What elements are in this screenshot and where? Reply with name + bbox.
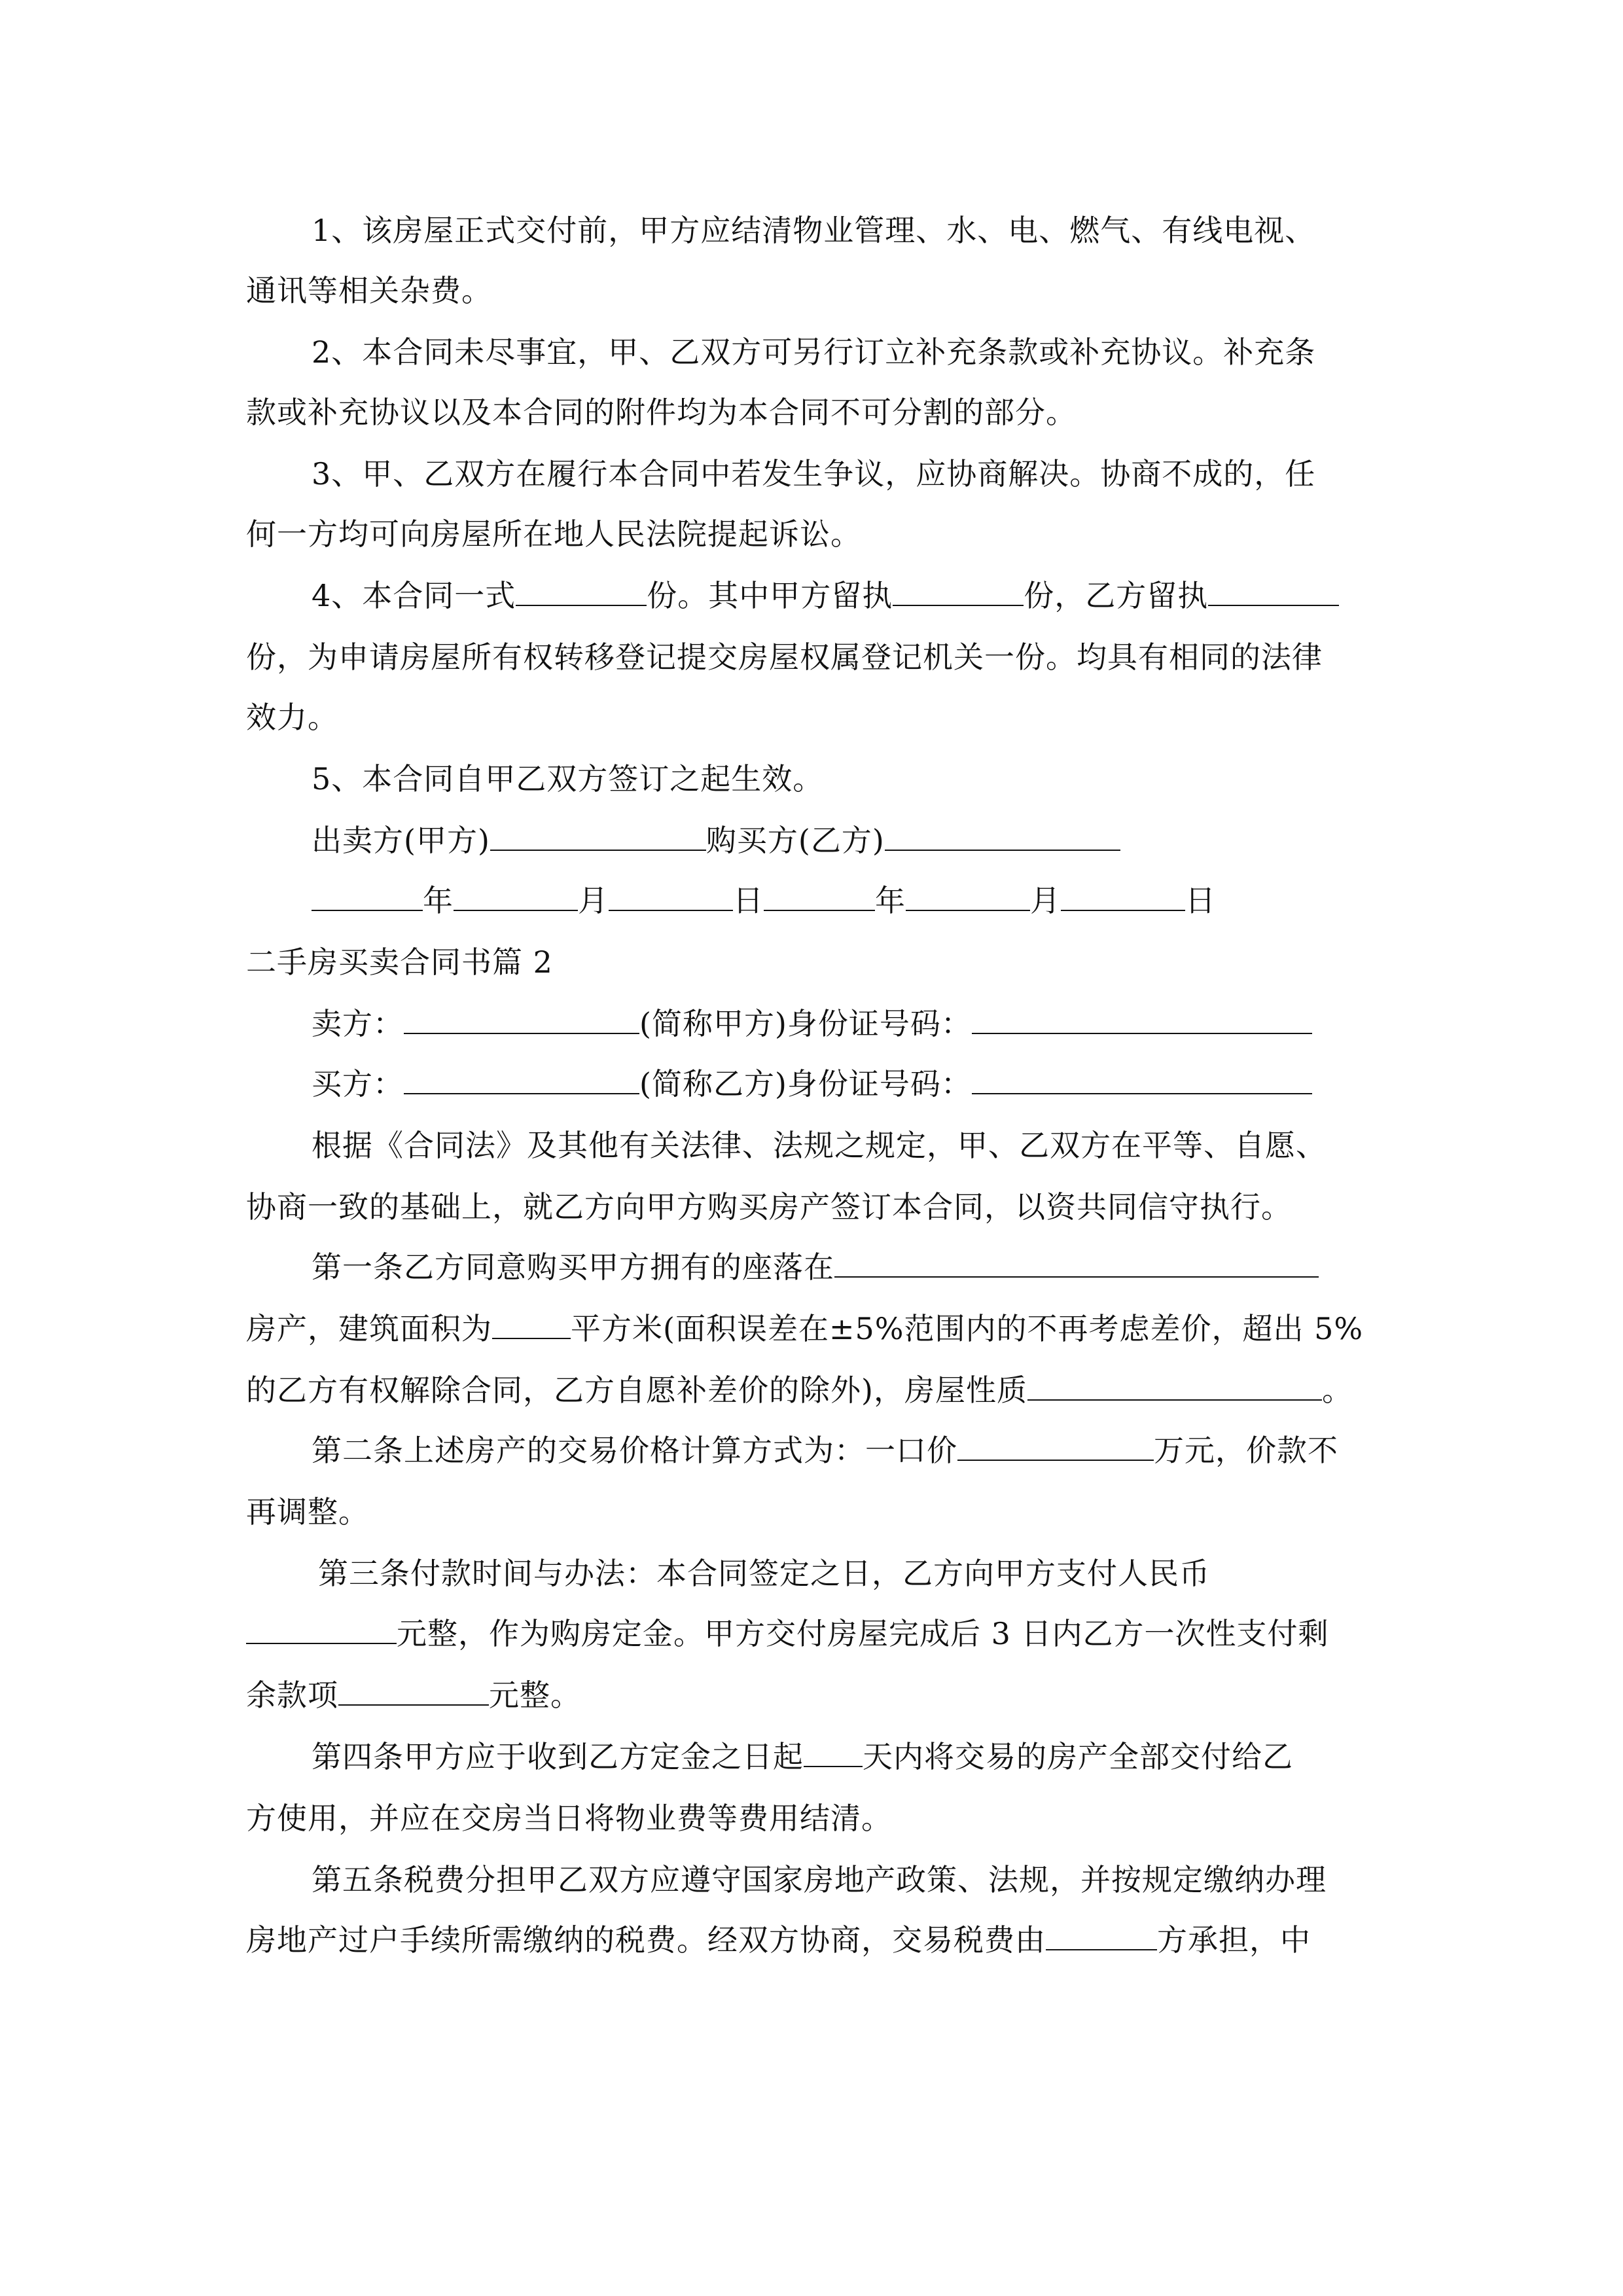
balance-amount-blank[interactable] [338,1676,489,1706]
buyer-id-blank[interactable] [972,1064,1312,1094]
article-1-text-c: 平方米(面积误差在±5%范围内的不再考虑差价，超出 5% [571,1311,1364,1346]
day-label-2: 日 [1185,883,1216,918]
clause-3-line-2: 何一方均可向房屋所在地人民法院提起诉讼。 [246,516,861,552]
clause-3-line-1: 3、甲、乙双方在履行本合同中若发生争议，应协商解决。协商不成的，任 [312,456,1316,492]
clause-1-line-1: 1、该房屋正式交付前，甲方应结清物业管理、水、电、燃气、有线电视、 [312,213,1316,248]
article-2-text-b: 万元，价款不 [1154,1433,1338,1468]
clause-4-line-1 [312,576,1365,615]
article-4-line-2: 方使用，并应在交房当日将物业费等费用结清。 [246,1801,892,1836]
year-label: 年 [423,883,454,918]
seller-month-blank[interactable] [454,881,578,911]
clause-4-text-a: 4、本合同一式 [312,578,516,613]
buyer-abbr-label: (简称乙方)身份证号码： [639,1066,972,1102]
buyer-name-blank[interactable] [404,1064,639,1094]
article-2-line-1 [312,1431,1365,1470]
article-3-line-3 [246,1676,1365,1715]
seller-id-blank[interactable] [972,1004,1312,1034]
seller-year-blank[interactable] [312,881,423,911]
article-3-text-c: 余款项 [246,1677,338,1713]
article-1-text-d: 的乙方有权解除合同，乙方自愿补差价的除外)，房屋性质 [246,1372,1027,1408]
preamble-line-2: 协商一致的基础上，就乙方向甲方购买房产签订本合同，以资共同信守执行。 [246,1189,1292,1225]
seller-info-line [312,1004,1365,1043]
delivery-days-blank[interactable] [804,1737,863,1767]
article-1-text-b: 房产，建筑面积为 [246,1311,492,1346]
article-3-text-b: 元整，作为购房定金。甲方交付房屋完成后 3 日内乙方一次性支付剩 [397,1616,1329,1651]
article-1-text-a: 第一条乙方同意购买甲方拥有的座落在 [312,1249,834,1285]
seller-day-blank[interactable] [609,881,733,911]
copies-party-a-blank[interactable] [893,576,1024,606]
seller-abbr-label: (简称甲方)身份证号码： [639,1006,972,1041]
tax-bearer-blank[interactable] [1046,1920,1157,1950]
signature-line [312,821,1365,860]
article-1-line-1 [312,1247,1365,1287]
article-5-text-b: 方承担，中 [1157,1922,1311,1958]
clause-1-line-2: 通讯等相关杂费。 [246,273,492,308]
year-label-2: 年 [875,883,906,918]
copies-party-b-blank[interactable] [1208,576,1339,606]
buyer-year-blank[interactable] [764,881,875,911]
section-title: 二手房买卖合同书篇 2 [246,944,553,980]
buyer-month-blank[interactable] [906,881,1030,911]
article-4-text-a: 第四条甲方应于收到乙方定金之日起 [312,1739,804,1774]
copies-total-blank[interactable] [516,576,647,606]
month-label: 月 [578,883,609,918]
clause-4-text-b: 份。其中甲方留执 [647,578,893,613]
article-2-text-a: 第二条上述房产的交易价格计算方式为：一口价 [312,1433,957,1468]
clause-2-line-1: 2、本合同未尽事宜，甲、乙双方可另行订立补充条款或补充协议。补充条 [312,334,1316,370]
seller-label: 卖方： [312,1006,404,1041]
article-5-line-1: 第五条税费分担甲乙双方应遵守国家房地产政策、法规，并按规定缴纳办理 [312,1862,1327,1897]
article-1-line-2 [246,1309,1365,1348]
clause-4-line-3: 效力。 [246,700,338,735]
property-nature-blank[interactable] [1027,1371,1322,1401]
deposit-amount-blank[interactable] [246,1614,397,1644]
preamble-line-1: 根据《合同法》及其他有关法律、法规之规定，甲、乙双方在平等、自愿、 [312,1128,1327,1163]
clause-4-line-2: 份，为申请房屋所有权转移登记提交房屋权属登记机关一份。均具有相同的法律 [246,639,1323,675]
price-blank[interactable] [957,1431,1154,1461]
buyer-day-blank[interactable] [1061,881,1185,911]
month-label-2: 月 [1030,883,1061,918]
buyer-signature-blank[interactable] [885,821,1120,851]
article-3-line-2 [246,1614,1365,1653]
clause-2-line-2: 款或补充协议以及本合同的附件均为本合同不可分割的部分。 [246,395,1077,430]
clause-4-text-c: 份，乙方留执 [1024,578,1209,613]
date-line [312,881,1365,920]
article-4-text-b: 天内将交易的房产全部交付给乙 [863,1739,1293,1774]
seller-name-blank[interactable] [404,1004,639,1034]
article-3-line-1: 第三条付款时间与办法：本合同签定之日，乙方向甲方支付人民币 [318,1556,1210,1591]
property-location-blank[interactable] [834,1247,1319,1278]
floor-area-blank[interactable] [492,1309,571,1339]
article-4-line-1 [312,1737,1365,1776]
article-2-line-2: 再调整。 [246,1494,369,1530]
day-label: 日 [733,883,764,918]
clause-5-line-1: 5、本合同自甲乙双方签订之起生效。 [312,761,824,797]
buyer-label: 买方： [312,1066,404,1102]
article-1-line-3 [246,1371,1365,1410]
article-5-text-a: 房地产过户手续所需缴纳的税费。经双方协商，交易税费由 [246,1922,1046,1958]
article-3-text-d: 元整。 [489,1677,581,1713]
article-5-line-2 [246,1920,1365,1960]
seller-party-label: 出卖方(甲方) [312,823,490,858]
buyer-party-label: 购买方(乙方) [705,823,885,858]
buyer-info-line [312,1064,1365,1103]
seller-signature-blank[interactable] [490,821,706,851]
article-1-text-e: 。 [1321,1372,1353,1408]
